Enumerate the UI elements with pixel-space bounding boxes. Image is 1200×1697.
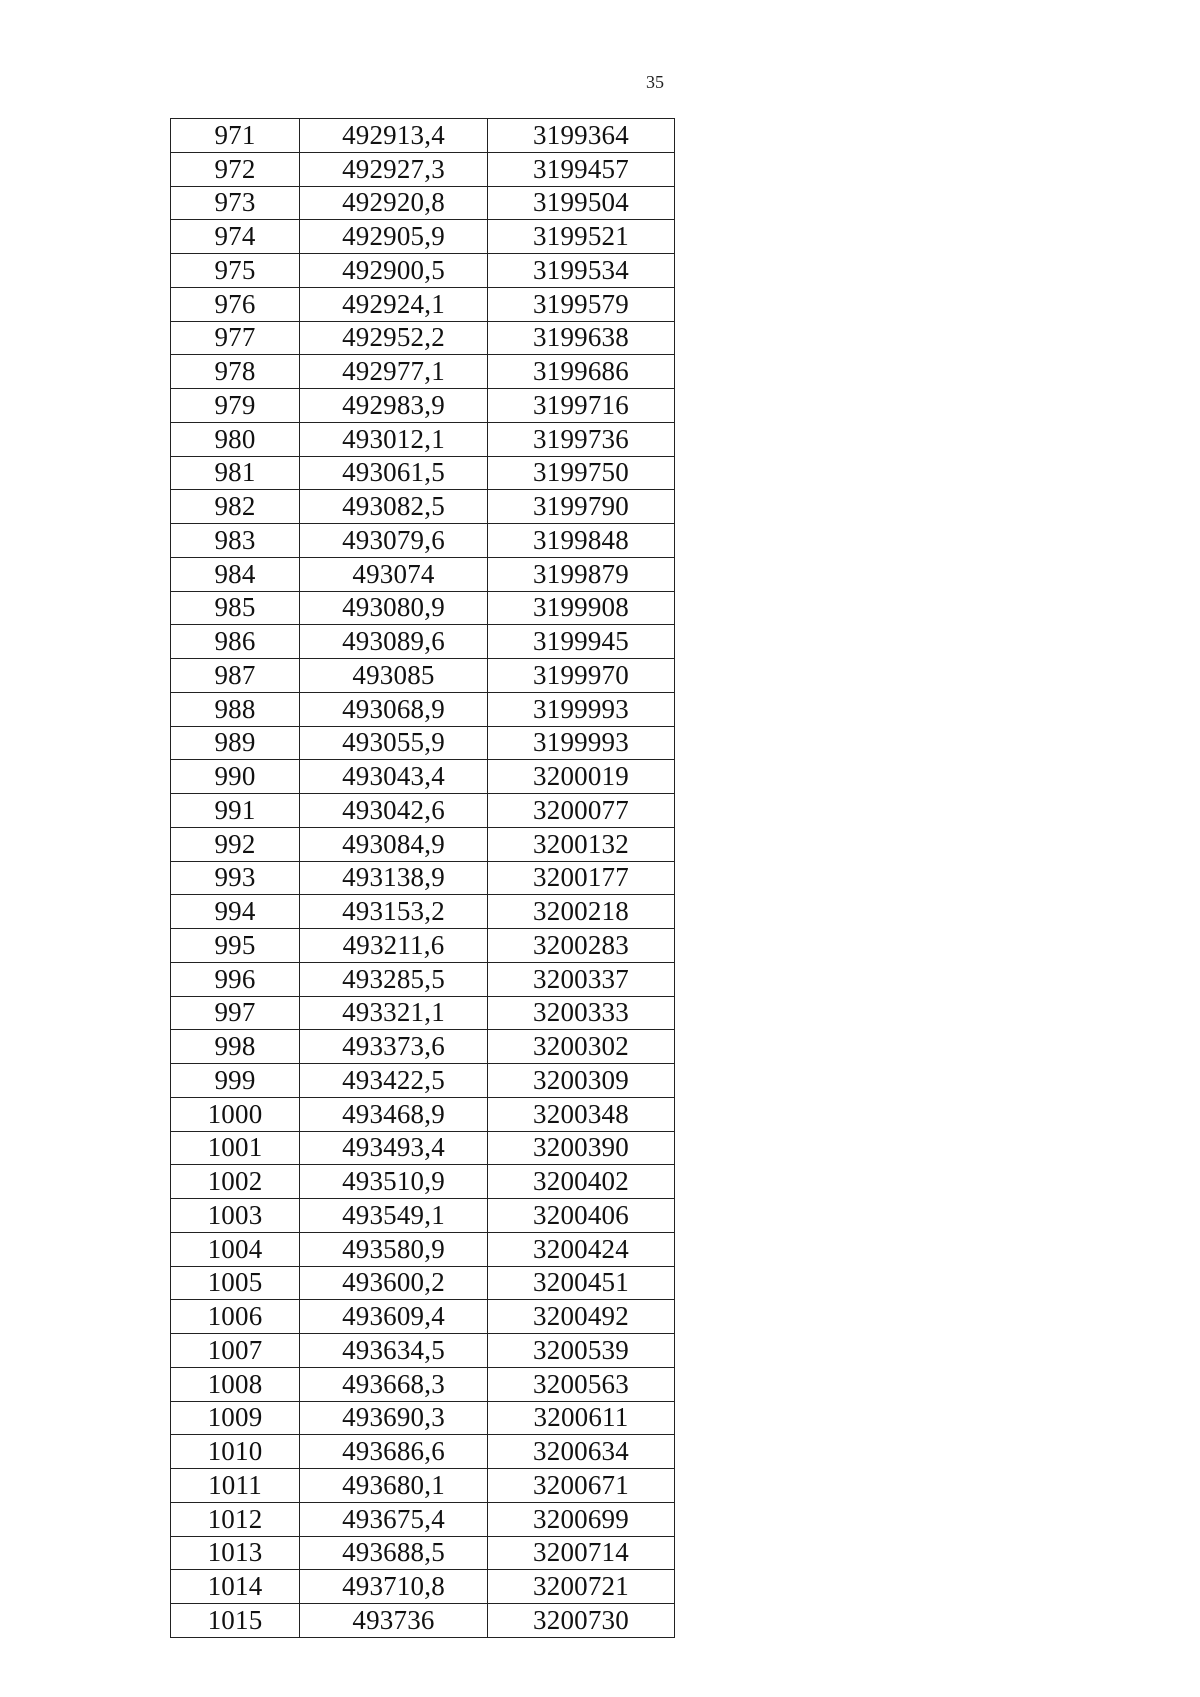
page-number: 35 [646, 72, 664, 92]
x-coordinate-cell: 493675,4 [300, 1502, 488, 1536]
table-row [171, 321, 675, 355]
y-coordinate-cell: 3200309 [488, 1064, 675, 1098]
table-row [171, 895, 675, 929]
y-coordinate-cell: 3199736 [488, 422, 675, 456]
x-coordinate-cell: 493012,1 [300, 422, 488, 456]
point-number-cell: 995 [171, 929, 300, 963]
point-number-cell: 997 [171, 996, 300, 1030]
x-coordinate-cell: 492920,8 [300, 186, 488, 220]
table-row [171, 692, 675, 726]
point-number-cell: 991 [171, 794, 300, 828]
table-row [171, 524, 675, 558]
y-coordinate-cell: 3199970 [488, 659, 675, 693]
y-coordinate-cell: 3199579 [488, 287, 675, 321]
point-number-cell: 987 [171, 659, 300, 693]
table-row [171, 152, 675, 186]
point-number-cell: 1012 [171, 1502, 300, 1536]
point-number-cell: 1001 [171, 1131, 300, 1165]
x-coordinate-cell: 493285,5 [300, 962, 488, 996]
y-coordinate-cell: 3200714 [488, 1536, 675, 1570]
y-coordinate-cell: 3200406 [488, 1199, 675, 1233]
x-coordinate-cell: 492977,1 [300, 355, 488, 389]
x-coordinate-cell: 492924,1 [300, 287, 488, 321]
y-coordinate-cell: 3200218 [488, 895, 675, 929]
table-row [171, 389, 675, 423]
x-coordinate-cell: 493549,1 [300, 1199, 488, 1233]
x-coordinate-cell: 493468,9 [300, 1097, 488, 1131]
y-coordinate-cell: 3200348 [488, 1097, 675, 1131]
y-coordinate-cell: 3199638 [488, 321, 675, 355]
point-number-cell: 974 [171, 220, 300, 254]
point-number-cell: 990 [171, 760, 300, 794]
x-coordinate-cell: 493321,1 [300, 996, 488, 1030]
x-coordinate-cell: 493373,6 [300, 1030, 488, 1064]
table-row [171, 1435, 675, 1469]
y-coordinate-cell: 3200730 [488, 1604, 675, 1638]
x-coordinate-cell: 493600,2 [300, 1266, 488, 1300]
coordinate-table [170, 118, 675, 1638]
point-number-cell: 976 [171, 287, 300, 321]
point-number-cell: 1007 [171, 1334, 300, 1368]
table-row [171, 1570, 675, 1604]
y-coordinate-cell: 3199945 [488, 625, 675, 659]
table-row [171, 456, 675, 490]
y-coordinate-cell: 3199686 [488, 355, 675, 389]
table-row [171, 1131, 675, 1165]
table-row [171, 557, 675, 591]
table-row [171, 287, 675, 321]
point-number-cell: 988 [171, 692, 300, 726]
table-row [171, 119, 675, 153]
point-number-cell: 983 [171, 524, 300, 558]
table-row [171, 1097, 675, 1131]
table-row [171, 1030, 675, 1064]
x-coordinate-cell: 493079,6 [300, 524, 488, 558]
x-coordinate-cell: 493510,9 [300, 1165, 488, 1199]
table-row [171, 659, 675, 693]
point-number-cell: 1010 [171, 1435, 300, 1469]
point-number-cell: 993 [171, 861, 300, 895]
y-coordinate-cell: 3200634 [488, 1435, 675, 1469]
point-number-cell: 999 [171, 1064, 300, 1098]
x-coordinate-cell: 493085 [300, 659, 488, 693]
x-coordinate-cell: 493042,6 [300, 794, 488, 828]
point-number-cell: 992 [171, 827, 300, 861]
table-row [171, 929, 675, 963]
y-coordinate-cell: 3199716 [488, 389, 675, 423]
x-coordinate-cell: 493082,5 [300, 490, 488, 524]
table-row [171, 422, 675, 456]
y-coordinate-cell: 3200402 [488, 1165, 675, 1199]
table-row [171, 1266, 675, 1300]
point-number-cell: 971 [171, 119, 300, 153]
table-row [171, 827, 675, 861]
point-number-cell: 1002 [171, 1165, 300, 1199]
y-coordinate-cell: 3199848 [488, 524, 675, 558]
point-number-cell: 984 [171, 557, 300, 591]
point-number-cell: 972 [171, 152, 300, 186]
y-coordinate-cell: 3199534 [488, 254, 675, 288]
y-coordinate-cell: 3200451 [488, 1266, 675, 1300]
point-number-cell: 973 [171, 186, 300, 220]
table-row [171, 1367, 675, 1401]
point-number-cell: 994 [171, 895, 300, 929]
y-coordinate-cell: 3199750 [488, 456, 675, 490]
y-coordinate-cell: 3200539 [488, 1334, 675, 1368]
y-coordinate-cell: 3199993 [488, 692, 675, 726]
point-number-cell: 1015 [171, 1604, 300, 1638]
point-number-cell: 998 [171, 1030, 300, 1064]
y-coordinate-cell: 3200077 [488, 794, 675, 828]
x-coordinate-cell: 493609,4 [300, 1300, 488, 1334]
y-coordinate-cell: 3200337 [488, 962, 675, 996]
table-row [171, 220, 675, 254]
x-coordinate-cell: 493055,9 [300, 726, 488, 760]
y-coordinate-cell: 3200390 [488, 1131, 675, 1165]
point-number-cell: 1006 [171, 1300, 300, 1334]
x-coordinate-cell: 493668,3 [300, 1367, 488, 1401]
x-coordinate-cell: 492905,9 [300, 220, 488, 254]
x-coordinate-cell: 493074 [300, 557, 488, 591]
table-row [171, 1469, 675, 1503]
point-number-cell: 1009 [171, 1401, 300, 1435]
table-row [171, 760, 675, 794]
x-coordinate-cell: 493043,4 [300, 760, 488, 794]
point-number-cell: 979 [171, 389, 300, 423]
y-coordinate-cell: 3199504 [488, 186, 675, 220]
point-number-cell: 982 [171, 490, 300, 524]
x-coordinate-cell: 493061,5 [300, 456, 488, 490]
table-row [171, 794, 675, 828]
table-row [171, 1064, 675, 1098]
y-coordinate-cell: 3200019 [488, 760, 675, 794]
x-coordinate-cell: 493138,9 [300, 861, 488, 895]
y-coordinate-cell: 3200177 [488, 861, 675, 895]
x-coordinate-cell: 492900,5 [300, 254, 488, 288]
x-coordinate-cell: 492927,3 [300, 152, 488, 186]
point-number-cell: 1013 [171, 1536, 300, 1570]
table-row [171, 1232, 675, 1266]
table-row [171, 1199, 675, 1233]
x-coordinate-cell: 493089,6 [300, 625, 488, 659]
point-number-cell: 1014 [171, 1570, 300, 1604]
table-row [171, 591, 675, 625]
table-row [171, 726, 675, 760]
x-coordinate-cell: 493736 [300, 1604, 488, 1638]
x-coordinate-cell: 493710,8 [300, 1570, 488, 1604]
x-coordinate-cell: 493686,6 [300, 1435, 488, 1469]
y-coordinate-cell: 3200699 [488, 1502, 675, 1536]
point-number-cell: 1005 [171, 1266, 300, 1300]
table-row [171, 1604, 675, 1638]
x-coordinate-cell: 493084,9 [300, 827, 488, 861]
point-number-cell: 975 [171, 254, 300, 288]
y-coordinate-cell: 3199993 [488, 726, 675, 760]
point-number-cell: 981 [171, 456, 300, 490]
x-coordinate-cell: 493493,4 [300, 1131, 488, 1165]
table-row [171, 254, 675, 288]
x-coordinate-cell: 493688,5 [300, 1536, 488, 1570]
x-coordinate-cell: 492952,2 [300, 321, 488, 355]
point-number-cell: 989 [171, 726, 300, 760]
x-coordinate-cell: 493080,9 [300, 591, 488, 625]
y-coordinate-cell: 3200563 [488, 1367, 675, 1401]
y-coordinate-cell: 3200424 [488, 1232, 675, 1266]
table-row [171, 996, 675, 1030]
table-row [171, 490, 675, 524]
y-coordinate-cell: 3199521 [488, 220, 675, 254]
table-row [171, 1300, 675, 1334]
y-coordinate-cell: 3200671 [488, 1469, 675, 1503]
x-coordinate-cell: 493153,2 [300, 895, 488, 929]
point-number-cell: 1003 [171, 1199, 300, 1233]
point-number-cell: 996 [171, 962, 300, 996]
y-coordinate-cell: 3199790 [488, 490, 675, 524]
table-row [171, 962, 675, 996]
y-coordinate-cell: 3199879 [488, 557, 675, 591]
table-row [171, 1502, 675, 1536]
point-number-cell: 986 [171, 625, 300, 659]
table-row [171, 355, 675, 389]
y-coordinate-cell: 3200283 [488, 929, 675, 963]
table-row [171, 1536, 675, 1570]
y-coordinate-cell: 3200721 [488, 1570, 675, 1604]
y-coordinate-cell: 3199364 [488, 119, 675, 153]
y-coordinate-cell: 3200333 [488, 996, 675, 1030]
x-coordinate-cell: 493068,9 [300, 692, 488, 726]
x-coordinate-cell: 492913,4 [300, 119, 488, 153]
coordinate-table-body [171, 119, 675, 1638]
point-number-cell: 1000 [171, 1097, 300, 1131]
table-row [171, 1165, 675, 1199]
x-coordinate-cell: 493580,9 [300, 1232, 488, 1266]
y-coordinate-cell: 3200302 [488, 1030, 675, 1064]
table-row [171, 1401, 675, 1435]
point-number-cell: 980 [171, 422, 300, 456]
x-coordinate-cell: 493680,1 [300, 1469, 488, 1503]
point-number-cell: 1011 [171, 1469, 300, 1503]
point-number-cell: 978 [171, 355, 300, 389]
table-row [171, 625, 675, 659]
table-row [171, 1334, 675, 1368]
x-coordinate-cell: 493634,5 [300, 1334, 488, 1368]
point-number-cell: 1004 [171, 1232, 300, 1266]
y-coordinate-cell: 3199908 [488, 591, 675, 625]
table-row [171, 861, 675, 895]
x-coordinate-cell: 493422,5 [300, 1064, 488, 1098]
point-number-cell: 977 [171, 321, 300, 355]
y-coordinate-cell: 3200132 [488, 827, 675, 861]
y-coordinate-cell: 3200492 [488, 1300, 675, 1334]
x-coordinate-cell: 493211,6 [300, 929, 488, 963]
x-coordinate-cell: 493690,3 [300, 1401, 488, 1435]
point-number-cell: 1008 [171, 1367, 300, 1401]
y-coordinate-cell: 3200611 [488, 1401, 675, 1435]
table-row [171, 186, 675, 220]
x-coordinate-cell: 492983,9 [300, 389, 488, 423]
y-coordinate-cell: 3199457 [488, 152, 675, 186]
point-number-cell: 985 [171, 591, 300, 625]
